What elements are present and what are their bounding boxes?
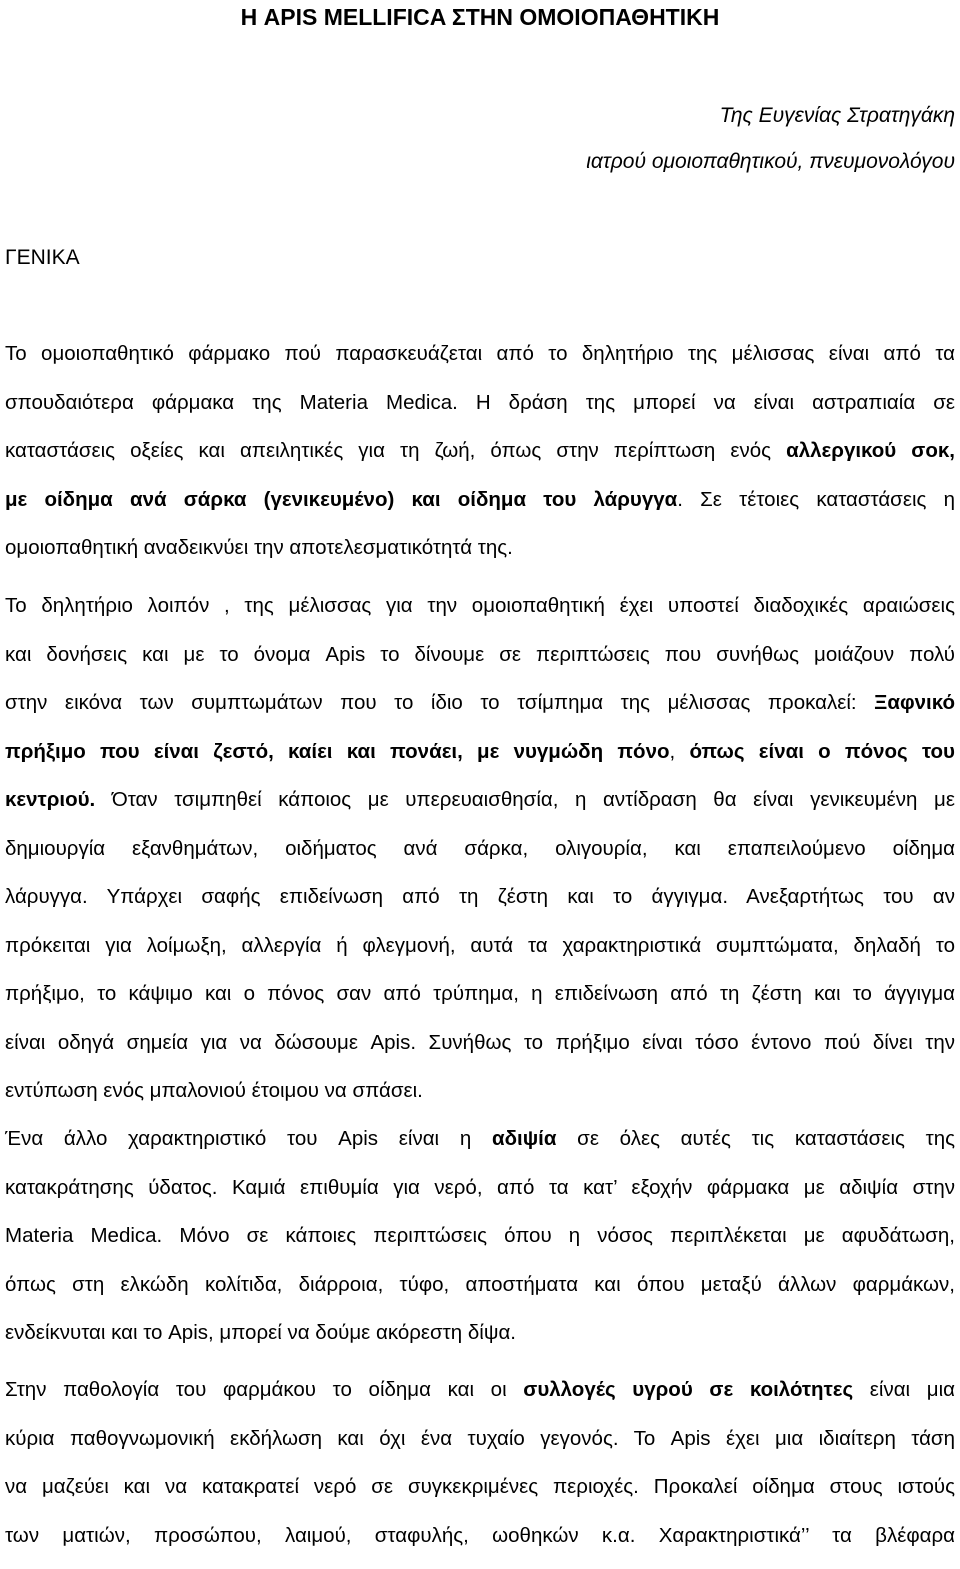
text-line bbox=[5, 688, 955, 737]
text-line bbox=[5, 1076, 955, 1125]
text-run: καταστάσεις οξείες και απειλητικές για τη ζωή, όπως στην περίπτωση ενός bbox=[5, 439, 786, 462]
text-line bbox=[5, 979, 955, 1028]
text-line bbox=[5, 1318, 955, 1367]
text-run: Στην παθολογία του φαρμάκου το οίδημα και οι bbox=[5, 1378, 523, 1401]
text-line bbox=[5, 640, 955, 689]
text-run: δημιουργία εξανθημάτων, οιδήματος ανά σάρκα, ολιγουρία, και επαπειλούμενο οίδημα bbox=[5, 837, 955, 860]
text-line bbox=[5, 834, 955, 883]
text-run: πρήξιμο, το κάψιμο και ο πόνος σαν από τρύπημα, η επιδείνωση από τη ζέστη και το άγγιγμα bbox=[5, 982, 955, 1005]
text-run: Το ομοιοπαθητικό φάρμακο πού παρασκευάζεται από το δηλητήριο της μέλισσας είναι από τα bbox=[5, 342, 955, 365]
text-line bbox=[5, 533, 955, 582]
text-line bbox=[5, 1521, 955, 1569]
text-line bbox=[5, 1221, 955, 1270]
text-line bbox=[5, 931, 955, 980]
text-line bbox=[5, 1173, 955, 1222]
text-line bbox=[5, 785, 955, 834]
text-run: ενδείκνυται και το Apis, μπορεί να δούμε ακόρεστη δίψα. bbox=[5, 1321, 516, 1344]
text-run: κύρια παθογνωμονική εκδήλωση και όχι ένα τυχαίο γεγονός. Το Apis έχει μια ιδιαίτερη τάση bbox=[5, 1427, 955, 1450]
author-name: Της Ευγενίας Στρατηγάκη bbox=[720, 102, 955, 130]
text-line bbox=[5, 882, 955, 931]
document-title: Η APIS MELLIFICA ΣΤΗΝ ΟΜΟΙΟΠΑΘΗΤΙΚΗ bbox=[0, 2, 960, 32]
text-line bbox=[5, 339, 955, 388]
text-run: στην εικόνα των συμπτωμάτων που το ίδιο το τσίμπημα της μέλισσας προκαλεί: bbox=[5, 691, 874, 714]
text-run: ομοιοπαθητική αναδεικνύει την αποτελεσματικότητά της. bbox=[5, 536, 513, 559]
text-line bbox=[5, 388, 955, 437]
bold-run: συλλογές υγρού σε κοιλότητες bbox=[523, 1378, 853, 1401]
text-run: και δονήσεις και με το όνομα Apis το δίνουμε σε περιπτώσεις που συνήθως μοιάζουν πολύ bbox=[5, 643, 955, 666]
text-run: να μαζεύει και να κατακρατεί νερό σε συγκεκριμένες περιοχές. Προκαλεί οίδημα στους ιστούς bbox=[5, 1475, 955, 1498]
text-run: όπως στη ελκώδη κολίτιδα, διάρροια, τύφο, αποστήματα και όπου μεταξύ άλλων φαρμάκων, bbox=[5, 1273, 955, 1296]
author-role: ιατρού ομοιοπαθητικού, πνευμονολόγου bbox=[586, 148, 955, 176]
text-run: Ένα άλλο χαρακτηριστικό του Apis είναι η bbox=[5, 1127, 492, 1150]
text-line bbox=[5, 1472, 955, 1521]
text-line bbox=[5, 1124, 955, 1173]
text-line bbox=[5, 1375, 955, 1424]
text-run: σπουδαιότερα φάρμακα της Materia Medica. Η δράση της μπορεί να είναι αστραπιαία σε bbox=[5, 391, 955, 414]
text-run: , bbox=[670, 740, 690, 763]
bold-run: Ξαφνικό bbox=[874, 691, 955, 714]
text-line bbox=[5, 485, 955, 534]
bold-run: με οίδημα ανά σάρκα (γενικευμένο) και οίδημα του λάρυγγα bbox=[5, 488, 677, 511]
text-line bbox=[5, 737, 955, 786]
paragraph bbox=[5, 1124, 955, 1367]
text-run: . Σε τέτοιες καταστάσεις η bbox=[677, 488, 955, 511]
text-line bbox=[5, 591, 955, 640]
text-run: Materia Medica. Μόνο σε κάποιες περιπτώσεις όπου η νόσος περιπλέκεται με αφυδάτωση, bbox=[5, 1224, 955, 1247]
paragraph bbox=[5, 591, 955, 1125]
bold-run: κεντριού. bbox=[5, 788, 95, 811]
paragraph bbox=[5, 1375, 955, 1569]
text-run: είναι οδηγά σημεία για να δώσουμε Apis. Συνήθως το πρήξιμο είναι τόσο έντονο πού δίνει την bbox=[5, 1031, 955, 1054]
text-run: λάρυγγα. Υπάρχει σαφής επιδείνωση από τη ζέστη και το άγγιγμα. Ανεξαρτήτως του αν bbox=[5, 885, 955, 908]
text-run: Το δηλητήριο λοιπόν , της μέλισσας για την ομοιοπαθητική έχει υποστεί διαδοχικές αραιώσεις bbox=[5, 594, 955, 617]
text-run: κατακράτησης ύδατος. Καμιά επιθυμία για νερό, από τα κατ’ εξοχήν φάρμακα με αδιψία στην bbox=[5, 1176, 955, 1199]
text-run: Όταν τσιμπηθεί κάποιος με υπερευαισθησία, η αντίδραση θα είναι γενικευμένη με bbox=[95, 788, 955, 811]
text-run: εντύπωση ενός μπαλονιού έτοιμου να σπάσει. bbox=[5, 1079, 423, 1102]
paragraph bbox=[5, 339, 955, 582]
text-line bbox=[5, 1424, 955, 1473]
text-run: πρόκειται για λοίμωξη, αλλεργία ή φλεγμονή, αυτά τα χαρακτηριστικά συμπτώματα, δηλαδή το bbox=[5, 934, 955, 957]
bold-run: πρήξιμο που είναι ζεστό, καίει και πονάει, με νυγμώδη πόνο bbox=[5, 740, 670, 763]
text-line bbox=[5, 1028, 955, 1077]
bold-run: αδιψία bbox=[492, 1127, 556, 1150]
section-heading: ΓΕΝΙΚΑ bbox=[5, 244, 80, 272]
text-run: σε όλες αυτές τις καταστάσεις της bbox=[556, 1127, 955, 1150]
text-run: είναι μια bbox=[853, 1378, 955, 1401]
bold-run: όπως είναι ο πόνος του bbox=[689, 740, 955, 763]
text-line bbox=[5, 1270, 955, 1319]
bold-run: αλλεργικού σοκ, bbox=[786, 439, 955, 462]
text-line bbox=[5, 436, 955, 485]
text-run: των ματιών, προσώπου, λαιμού, σταφυλής, ωοθηκών κ.α. Χαρακτηριστικά’’ τα βλέφαρα bbox=[5, 1524, 955, 1547]
